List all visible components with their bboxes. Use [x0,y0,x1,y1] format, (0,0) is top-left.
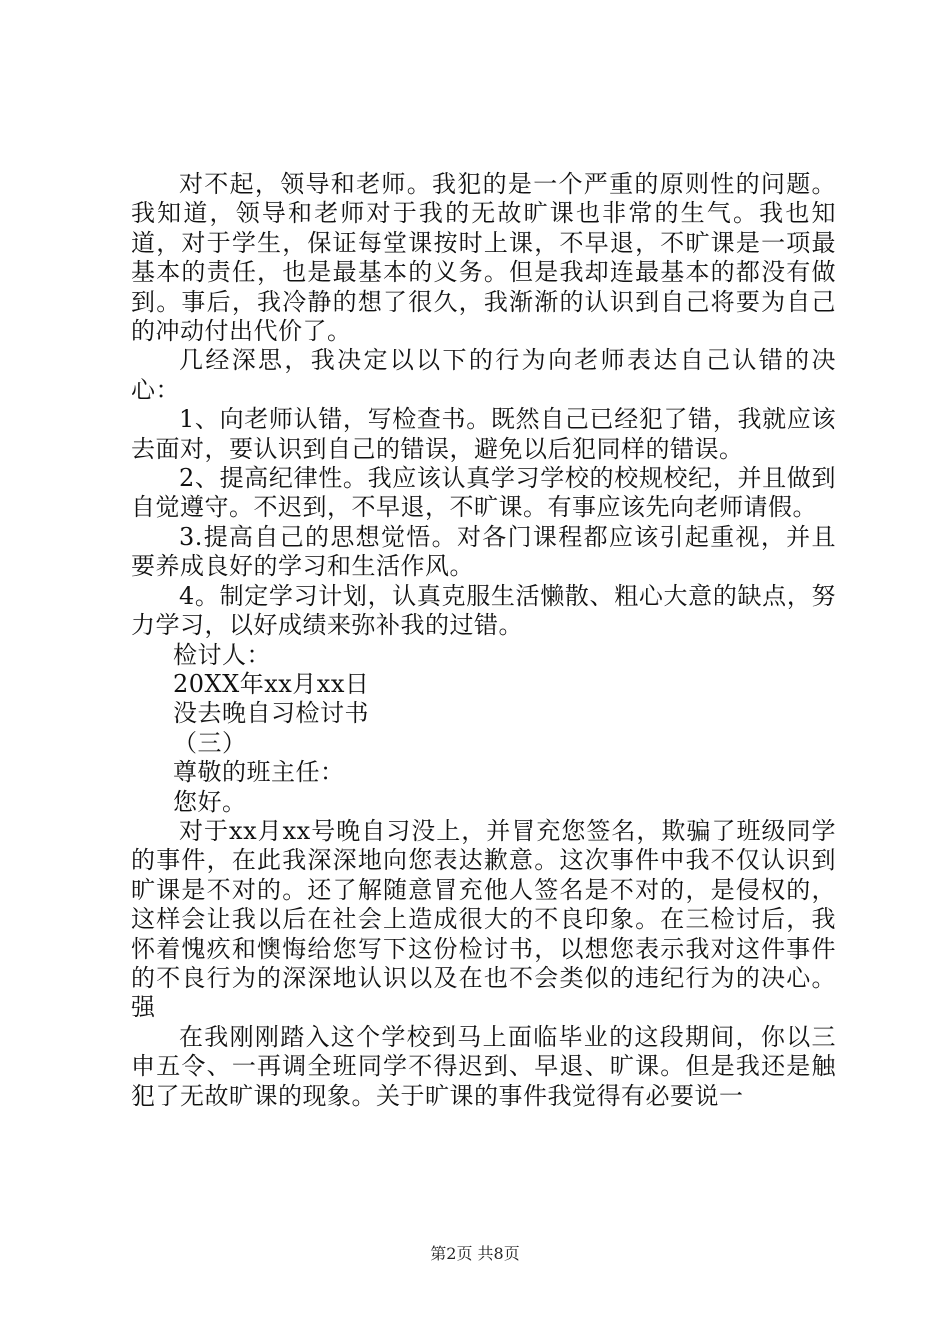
date-line: 20XX年xx月xx日 [173,669,370,698]
paragraph-resolution-intro: 几经深思，我决定以以下的行为向老师表达自己认错的决心： [131,346,836,404]
document-body [131,170,836,1111]
page-footer: 第2页 共8页 [430,1244,520,1263]
paragraph-item-1: 1、向老师认错，写检查书。既然自己已经犯了错，我就应该去面对，要认识到自己的错误，避免以后犯同样的错误。 [131,405,836,463]
paragraph-incident: 对于xx月xx号晚自习没上，并冒充您签名，欺骗了班级同学的事件，在此我深深地向您表达歉意。这次事件中我不仅认识到旷课是不对的。还了解随意冒充他人签名是不对的，是侵权的，这样会让我以后在社会上造成很大的不良印象。在三检讨后，我怀着愧疚和懊悔给您写下这份检讨书，以想您表示我对这件事件的不良行为的深深地认识以及在也不会类似的违纪行为的决心。强 [131,816,836,1022]
paragraph-item-2: 2、提高纪律性。我应该认真学习学校的校规校纪，并且做到自觉遵守。不迟到，不早退，不旷课。有事应该先向老师请假。 [131,464,836,522]
greeting: 您好。 [173,787,247,816]
paragraph-item-3: 3.提高自己的思想觉悟。对各门课程都应该引起重视，并且要养成良好的学习和生活作风。 [131,522,836,581]
section-number: （三） [173,728,247,757]
signer-label: 检讨人： [173,640,271,669]
paragraph-apology: 对不起，领导和老师。我犯的是一个严重的原则性的问题。我知道，领导和老师对于我的无故旷课也非常的生气。我也知道，对于学生，保证每堂课按时上课，不早退，不旷课是一项最基本的责任，也是最基本的义务。但是我却连最基本的都没有做到。事后，我冷静的想了很久，我渐渐的认识到自己将要为自己的冲动付出代价了。 [131,170,836,346]
section-title: 没去晚自习检讨书 [173,699,369,728]
paragraph-context: 在我刚刚踏入这个学校到马上面临毕业的这段期间，你以三申五令、一再调全班同学不得迟到、早退、旷课。但是我还是触犯了无故旷课的现象。关于旷课的事件我觉得有必要说一 [131,1022,836,1110]
salutation: 尊敬的班主任： [173,758,345,787]
paragraph-item-4: 4。制定学习计划，认真克服生活懒散、粗心大意的缺点，努力学习，以好成绩来弥补我的过错。 [131,581,836,640]
